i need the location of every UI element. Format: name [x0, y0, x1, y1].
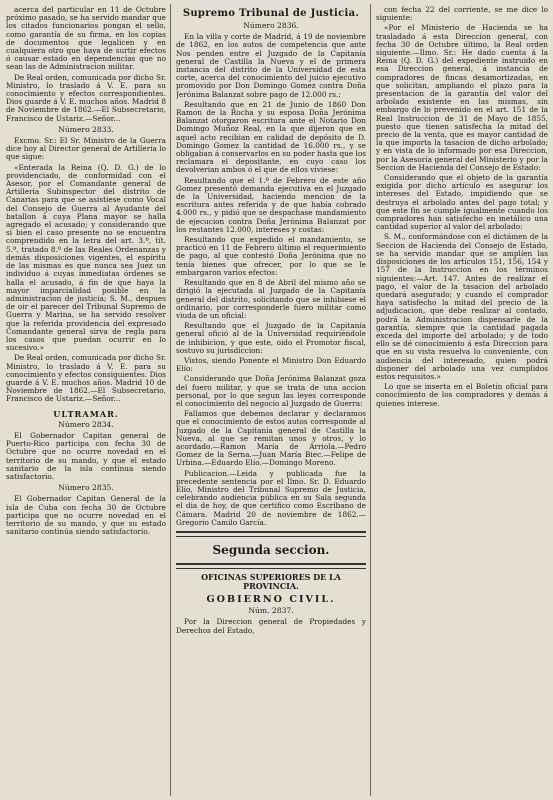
- paragraph: El Gobernador Capitan general de Puerto-Rico participa con fecha 30 de Octubre que no ocurre novedad en el territorio de su mando, y que el estado sanitario de la isla contínua siendo satisfactorio.: [6, 430, 166, 481]
- paragraph: De Real orden, comunicada por dicho Sr. Ministro, lo traslado á V. E. para su conocimiento y efectos consiguientes. Dios guarde á V. E. muchos años. Madrid 10 de Noviembre de 1862.—El Subsecretario, Francisco de Ustariz.—Señor...: [6, 353, 166, 404]
- paragraph: El Gobernador Capitan General de la isla de Cuba con fecha 30 de Octubre participa que no ocurre novedad en el territorio de su mando, y que su estado sanitario continúa siendo satisfactorio.: [6, 494, 166, 537]
- department-heading: GOBIERNO CIVIL.: [206, 593, 336, 605]
- article-number: Número 2833.: [58, 124, 114, 134]
- section-heading: ULTRAMAR.: [53, 408, 119, 419]
- paragraph: Considerando que el objeto de la garantía exigida por dicho artículo es asegurar los intereses del Estado, impidiendo que se destruya el arbolado antes del pago total; y que este fin se cumple igualmente cuando los compradores han satisfecho en metálico una cantidad superior al valor del arbolado:: [376, 173, 548, 232]
- paragraph: Resultando que en 21 de Junio de 1860 Don Ramon de la Rocha y su esposa Doña Jerónima Balanzat otorgaron escritura ante el Notario Don Domingo Muñoz Real, en la que dijeron que en aquel acto recibian en calidad de depósito de D. Domingo Gomez la cantidad de 16.000 rs., y se obligaban á conservarlos en su poder hasta que los reclamara el depositante, en cuyo caso los devolverian ambos ó el que de ellos viviese:: [176, 99, 366, 175]
- paragraph: Lo que se inserta en el Boletin oficial para conocimiento de los compradores y demás á quienes interese.: [376, 382, 548, 408]
- paragraph: De Real orden, comunicada por dicho Sr. Ministro, lo traslado á V. E. para su conocimiento y efectos correspondientes. Dios guarde á V. E. muchos años. Madrid 8 de Noviembre de 1862.—El Subsecretario, Francisco de Ustariz.—Señor...: [6, 72, 166, 123]
- column-right: [376, 6, 548, 794]
- paragraph: Resultando que el Juzgado de la Capitanía general ofició al de la Universidad requiriéndole de inhibicion, y que este, oido el Promotor fiscal, sostuvo su jurisdiccion:: [176, 321, 366, 355]
- article-number: Número 2836.: [243, 21, 299, 30]
- article-number: Número 2834.: [58, 419, 114, 429]
- column-divider: [170, 4, 171, 796]
- column-left: [6, 6, 166, 794]
- paragraph: Resultando que en 8 de Abril del mismo año se dirigió la ejecutada al Juzgado de la Capitanía general del distrito, solicitando que se inhibiese el ordinario, por corresponderle fuero militar como viuda de un oficial:: [176, 278, 366, 320]
- article-number: Núm. 2837.: [248, 606, 294, 616]
- column-divider: [370, 4, 371, 796]
- paragraph: Resultando que expedido el mandamiento, se practicó en 11 de Febrero último el requerimiento de pago, al que contestó Doña Jerónima que no tenía bienes que ofrecer, por lo que se le embargaron varios efectos:: [176, 235, 366, 277]
- paragraph: acerca del particular en 11 de Octubre próximo pasado, se ha servido mandar que los citados funcionarios pongan el sello, como garantía de su firma, en los copias de documentos que legalicen y en cualquiera otro que haya de surtir efectos ó causar estado en dependencias que no sean las de Administracion militar.: [6, 6, 166, 72]
- paragraph: Resultando que el 1.º de Febrero de este año Gomez presentó demanda ejecutiva en el Juzgado de la Universidad, haciendo mencion de la escritura antes referida y de que había cobrado 4.000 rs., y pidió que se despachase mandamiento de ejecucion contra Doña Jerónima Balanzat por los restantes 12.000, intereses y costas:: [176, 175, 366, 234]
- paragraph: S. M., conformándose con el dictámen de la Seccion de Hacienda del Consejo de Estado, se ha servido mandar que se amplíen las disposiciones de los artículos 151, 156, 154 y 157 de la Instruccion en los términos siguientes:—Art. 147. Antes de realizar el pago, el valor de la tasacion del arbolado quedará asegurado; y cuando el comprador haya satisfecho la mitad del precio de la adjudicacion, que debe realizar al contado, podrá la Administracion dispensarle de la garantía, siempre que la cantidad pagada exceda del importe del arbolado; y de todo ello se dé conocimiento á esta Direccion para que en su vista resuelva lo conveniente, con audiencia del interesado, quien podrá disponer del arbolado una vez cumplidos estos requisitos.»: [376, 232, 548, 381]
- paragraph: Considerando que Doña Jerónima Balanzat goza del fuero militar, y que se trata de una accion personal, por lo que segun las leyes corresponde el conocimiento del negocio al Juzgado de Guerra:: [176, 374, 366, 408]
- paragraph: «Enterada la Reina (Q. D. G.) de lo providenciado, de conformidad con el Asesor, por el Comandante general de Artillería Subinspector del distrito de Canarias para que se asistiese como Vocal del Consejo de Guerra al Ayudante del batallon á cuya Plana mayor se halla agregado el acusado; y considerando que si bien el caso presente no se encuentra comprendido en la letra del art. 3.º, tít. 5.º, tratado 8.º de las Reales Ordenanzas y demás disposiciones vigentes, el espíritu de las mismas es que nunca sea Juez un individuo á cuyas inmediatas órdenes se halla el acusado, á fin de que haya la mayor imparcialidad posible en la administracion de justicia; S. M., despues de oir el parecer del Tribunal Supremo de Guerra y Marina, se ha servido resolver que la referida providencia del expresado Comandante general sirva de regla para los casos que puedan ocurrir en lo sucesivo.»: [6, 162, 166, 353]
- article-number: Número 2835.: [58, 483, 114, 493]
- paragraph: Excmo. Sr.: El Sr. Ministro de la Guerra dice hoy al Director general de Artillería lo que sigue:: [6, 136, 166, 162]
- paragraph: Por la Direccion general de Propiedades y Derechos del Estado,: [176, 617, 366, 635]
- paragraph: Publicacion.—Leida y publicada fue la precedente sentencia por el Ilmo. Sr. D. Eduardo Elío, Ministro del Tribunal Supremo de Justicia, celebrando audiencia pública en su Sala segunda el dia de hoy, de que certifico como Escribano de Cámara. Madrid 20 de noviembre de 1862.—Gregorio Camilo García.: [176, 468, 366, 527]
- paragraph: con fecha 22 del corriente, se me dice lo siguiente:: [376, 6, 548, 23]
- paragraph: En la villa y corte de Madrid, á 19 de noviembre de 1862, en los autos de competencia que ante Nos penden entre el Juzgado de la Capitanía general de Castilla la Nueva y el de primera instancia del distrito de la Universidad de esta corte, acerca del conocimiento del juicio ejecutivo promovido por Don Domingo Gomez contra Doña Jerónima Balanzat sobre pago de 12.000 rs.:: [176, 32, 366, 99]
- section-heading: Supremo Tribunal de Justicia.: [182, 8, 360, 19]
- section-title: Segunda seccion.: [212, 542, 330, 557]
- subsection-heading: OFICINAS SUPERIORES DE LA PROVINCIA.: [201, 571, 341, 591]
- paragraph: Vistos, siendo Ponente el Ministro Don Eduardo Elío:: [176, 355, 366, 374]
- column-middle: [176, 6, 366, 794]
- paragraph: Fallamos que debemos declarar y declaramos que el conocimiento de estos autos corresponde al Juzgado de la Capitanía general de Castilla la Nueva, al que se remitan unos y otros, y lo acordado.—Ramon María de Arriola.—Pedro Gomez de la Serna.—Juan María Biec.—Felipe de Urbina.—Eduardo Elío.—Domingo Moreno.: [176, 409, 366, 468]
- divider-rule: [176, 531, 366, 537]
- paragraph: «Por el Ministerio de Hacienda se ha trasladado á esta Direccion general, con fecha 30 de Octubre último, la Real orden siguiente.—Ilmo. Sr.: He dado cuenta á la Reina (Q. D. G.) del expediente instruido en esa Direccion general, á instancia de compradores de fincas desamortizadas, en que solicitan, ampliando el plazo para la presentacion de la garantía del valor del arbolado existente en las mismas, sin embargo de lo prevenido en el art. 151 de la Real Instruccion de 31 de Mayo de 1855, puesto que tienen satisfecha la mitad del precio de la venta, que es mayor cantidad de la que importa la tasacion de dicho arbolado; y en vista de lo informado por esa Direccion, por la Asesoría general del Ministerio y por la Seccion de Hacienda del Consejo de Estado:: [376, 23, 548, 172]
- divider-rule: [176, 563, 366, 569]
